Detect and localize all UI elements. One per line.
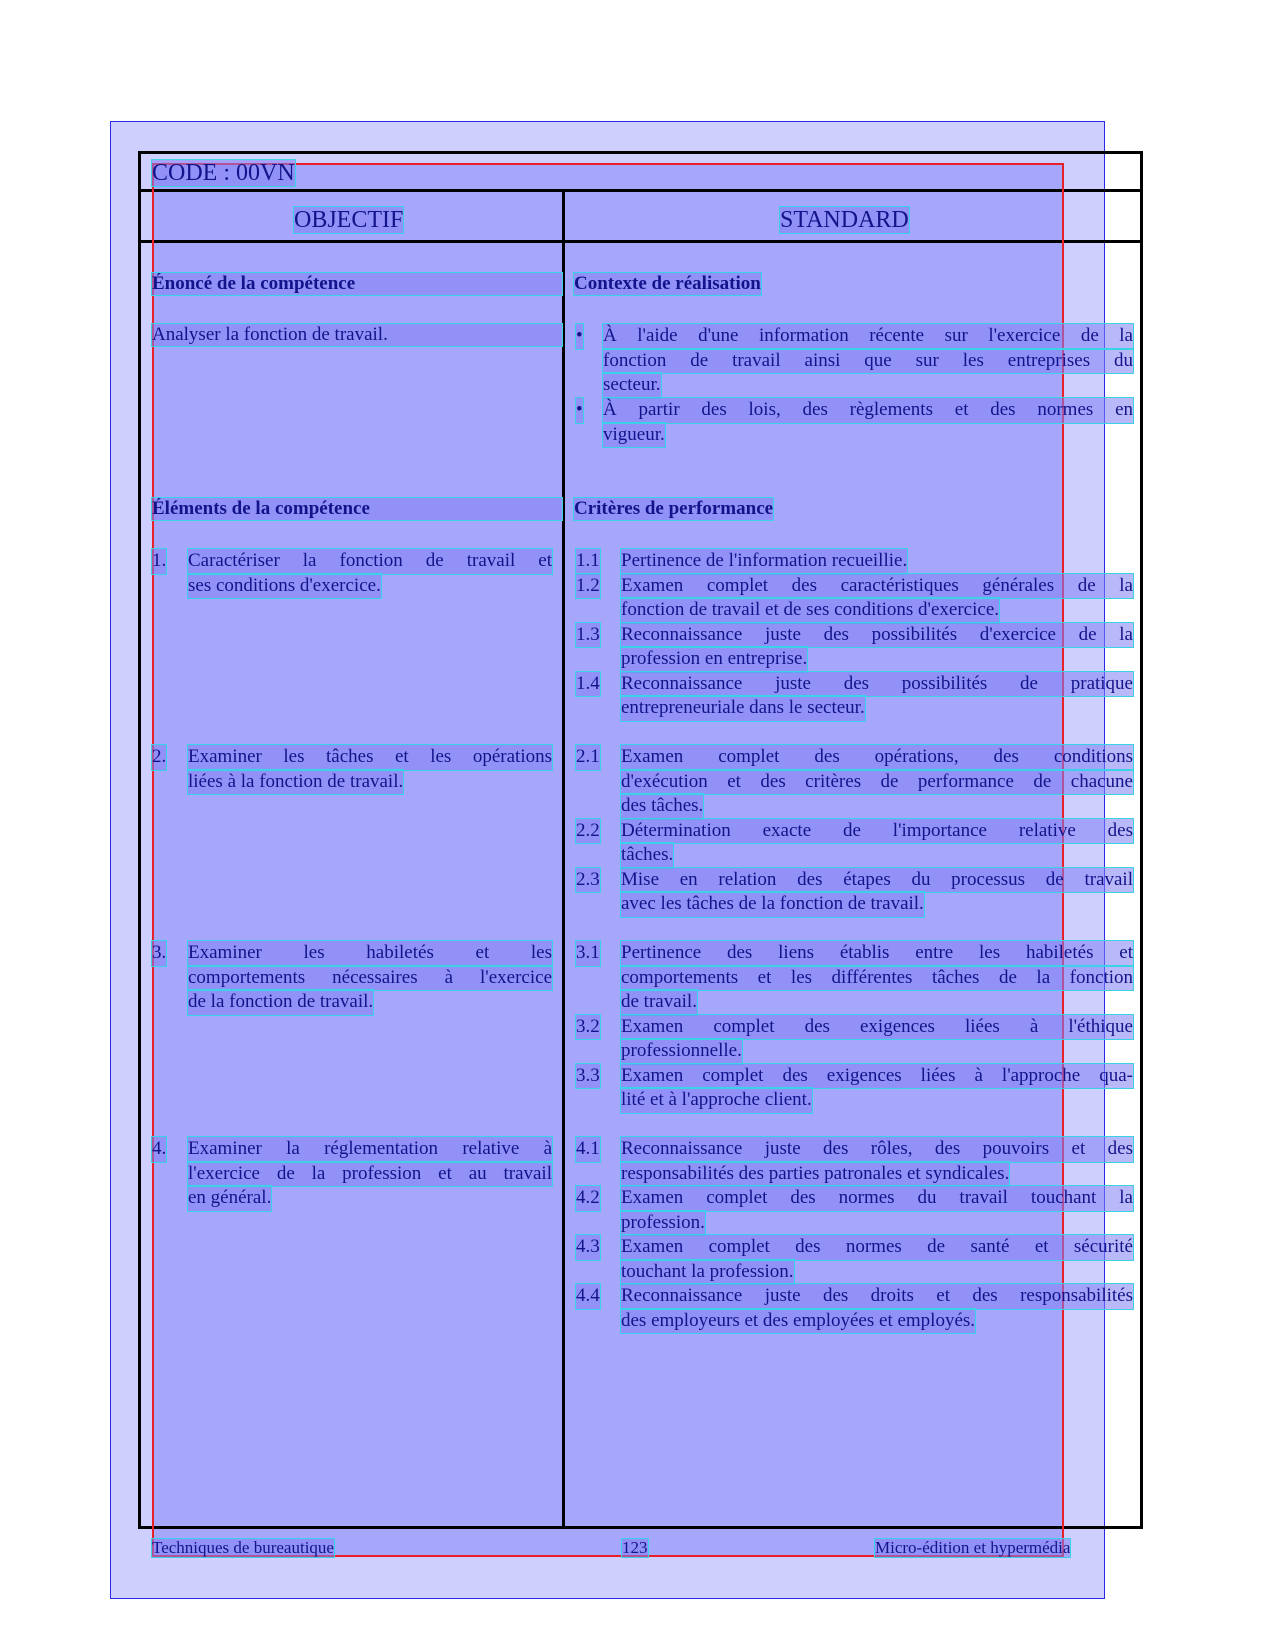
element-number: 3. [152, 941, 166, 966]
contexte-line: À partir des lois, des règlements et des normes en [603, 398, 1133, 423]
critere-line: touchant la profession. [621, 1260, 794, 1285]
critere-item [621, 941, 1133, 1022]
critere-line: fonction de travail et de ses conditions d'exercice. [621, 598, 999, 623]
critere-number: 4.2 [576, 1186, 600, 1211]
critere-line: Reconnaissance juste des possibilités d'exercice de la [621, 623, 1133, 648]
critere-line: entrepreneuriale dans le secteur. [621, 696, 865, 721]
contexte-heading: Contexte de réalisation [574, 273, 761, 294]
critere-line: profession en entreprise. [621, 647, 807, 672]
header-standard: STANDARD [780, 207, 909, 233]
critere-line: Examen complet des normes du travail touchant la [621, 1186, 1133, 1211]
element-item [188, 549, 552, 606]
critere-line: avec les tâches de la fonction de travail. [621, 892, 924, 917]
footer-left: Techniques de bureautique [152, 1538, 334, 1557]
critere-line: Examen complet des exigences liées à l'éthique [621, 1015, 1133, 1040]
critere-number: 2.1 [576, 745, 600, 770]
critere-item [621, 745, 1133, 826]
element-item [188, 941, 552, 1022]
critere-line: Pertinence des liens établis entre les habiletés et [621, 941, 1133, 966]
elements-heading: Éléments de la compétence [152, 498, 562, 520]
element-line: comportements nécessaires à l'exercice [188, 966, 552, 991]
critere-line: Examen complet des normes de santé et sécurité [621, 1235, 1133, 1260]
contexte-line: vigueur. [603, 423, 665, 448]
contexte-item [603, 398, 1133, 455]
element-number: 2. [152, 745, 166, 770]
critere-line: profession. [621, 1211, 705, 1236]
enonce-heading: Énoncé de la compétence [152, 273, 562, 295]
element-line: Examiner les habiletés et les [188, 941, 552, 966]
critere-number: 2.3 [576, 868, 600, 893]
element-line: ses conditions d'exercice. [188, 574, 381, 599]
element-item [188, 1137, 552, 1218]
critere-number: 3.2 [576, 1015, 600, 1040]
critere-line: d'exécution et des critères de performance de chacune [621, 770, 1133, 795]
critere-number: 2.2 [576, 819, 600, 844]
footer-page-number: 123 [622, 1538, 648, 1557]
criteres-heading: Critères de performance [574, 498, 774, 519]
element-line: de la fonction de travail. [188, 990, 373, 1015]
code-label: CODE : 00VN [152, 160, 295, 186]
critere-number: 4.3 [576, 1235, 600, 1260]
contexte-line: À l'aide d'une information récente sur l'exercice de la [603, 324, 1133, 349]
element-line: Examiner les tâches et les opérations [188, 745, 552, 770]
critere-line: Pertinence de l'information recueillie. [621, 549, 907, 574]
critere-line: professionnelle. [621, 1039, 742, 1064]
critere-line: des tâches. [621, 794, 703, 819]
element-line: l'exercice de la profession et au travail [188, 1162, 552, 1187]
element-item [188, 745, 552, 802]
footer-right: Micro-édition et hypermédia [875, 1538, 1071, 1557]
critere-line: Reconnaissance juste des droits et des responsabilités [621, 1284, 1133, 1309]
header-objectif: OBJECTIF [294, 207, 404, 233]
contexte-item [603, 324, 1133, 405]
critere-line: des employeurs et des employées et employés. [621, 1309, 975, 1334]
critere-line: Reconnaissance juste des possibilités de pratique [621, 672, 1133, 697]
critere-number: 1.4 [576, 672, 600, 697]
bullet-marker: • [576, 324, 583, 349]
critere-line: Examen complet des caractéristiques générales de la [621, 574, 1133, 599]
critere-item [621, 672, 1133, 729]
critere-item [621, 1284, 1133, 1341]
contexte-line: fonction de travail ainsi que sur les entreprises du [603, 349, 1133, 374]
element-line: en général. [188, 1186, 271, 1211]
critere-line: tâches. [621, 843, 673, 868]
element-number: 4. [152, 1137, 166, 1162]
critere-number: 1.1 [576, 549, 600, 574]
critere-line: lité et à l'approche client. [621, 1088, 812, 1113]
critere-line: de travail. [621, 990, 697, 1015]
critere-number: 1.3 [576, 623, 600, 648]
element-number: 1. [152, 549, 166, 574]
critere-number: 4.4 [576, 1284, 600, 1309]
critere-line: Examen complet des exigences liées à l'approche qua- [621, 1064, 1133, 1089]
critere-line: Mise en relation des étapes du processus de travail [621, 868, 1133, 893]
critere-number: 3.1 [576, 941, 600, 966]
enonce-text: Analyser la fonction de travail. [152, 324, 562, 346]
element-line: liées à la fonction de travail. [188, 770, 403, 795]
critere-line: Examen complet des opérations, des conditions [621, 745, 1133, 770]
critere-line: Détermination exacte de l'importance relative des [621, 819, 1133, 844]
critere-line: comportements et les différentes tâches de la fonction [621, 966, 1133, 991]
critere-line: Reconnaissance juste des rôles, des pouvoirs et des [621, 1137, 1133, 1162]
critere-number: 1.2 [576, 574, 600, 599]
element-line: Caractériser la fonction de travail et [188, 549, 552, 574]
critere-number: 4.1 [576, 1137, 600, 1162]
element-line: Examiner la réglementation relative à [188, 1137, 552, 1162]
critere-item [621, 868, 1133, 925]
critere-line: responsabilités des parties patronales et syndicales. [621, 1162, 1009, 1187]
bullet-marker: • [576, 398, 583, 423]
critere-number: 3.3 [576, 1064, 600, 1089]
critere-item [621, 1064, 1133, 1121]
contexte-line: secteur. [603, 373, 661, 398]
